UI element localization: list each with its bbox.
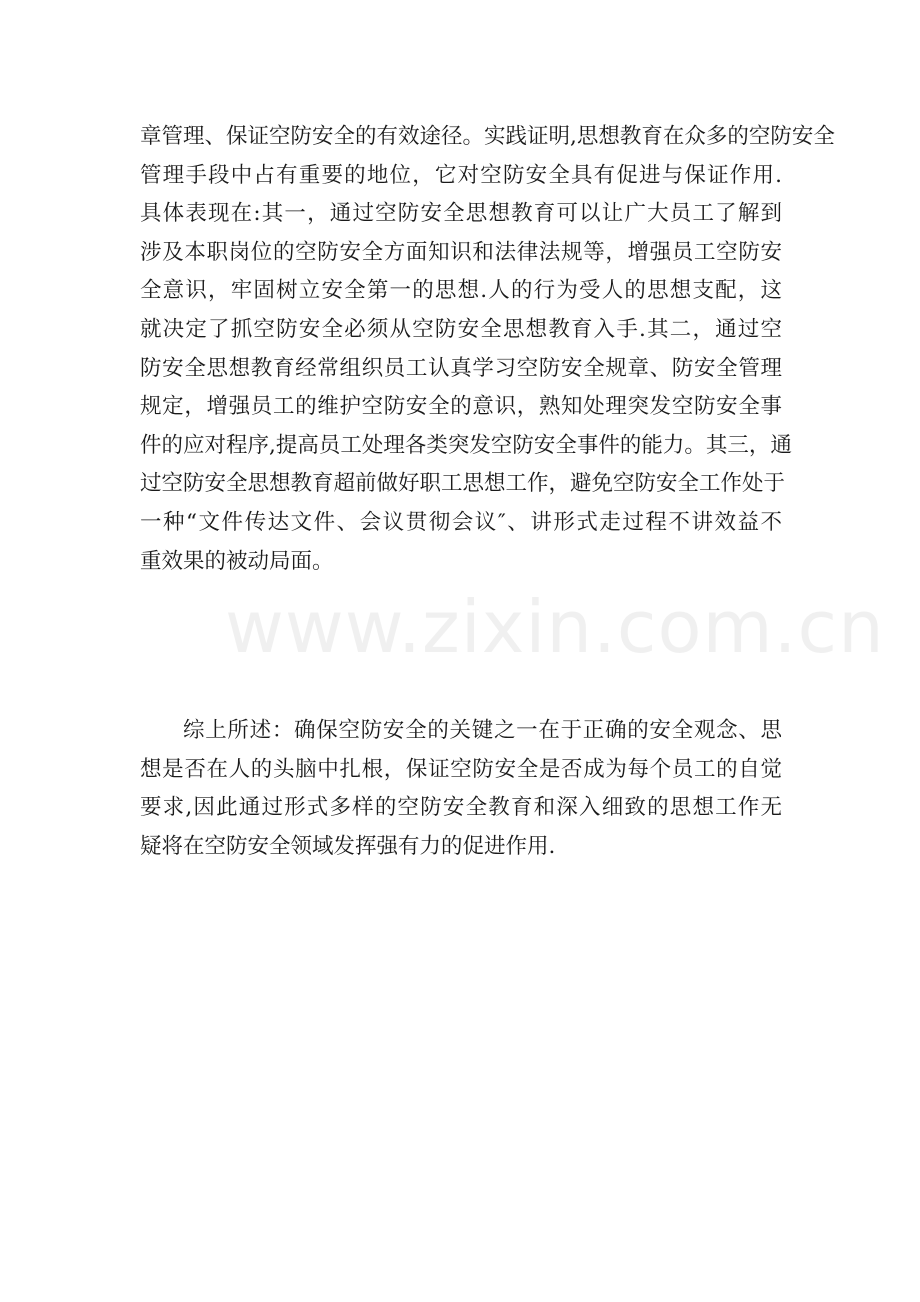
body-paragraph-1: [140, 118, 835, 581]
paragraph-line: 规定，增强员工的维护空防安全的意识，熟知处理突发空防安全事: [140, 394, 782, 420]
paragraph-line: 重效果的被动局面。: [140, 548, 334, 574]
paragraph-line: 一种“文件传达文件、会议贯彻会议″、讲形式走过程不讲效益不: [140, 509, 782, 535]
paragraph-line: 具体表现在:其一，通过空防安全思想教育可以让广大员工了解到: [140, 201, 782, 227]
paragraph-line: 疑将在空防安全领域发挥强有力的促进作用.: [140, 833, 556, 859]
paragraph-line: 过空防安全思想教育超前做好职工思想工作，避免空防安全工作处于: [140, 471, 786, 497]
paragraph-line: 要求,因此通过形式多样的空防安全教育和深入细致的思想工作无: [140, 795, 782, 821]
paragraph-line: 全意识，牢固树立安全第一的思想.人的行为受人的思想支配，这: [140, 278, 782, 304]
paragraph-line: 章管理、保证空防安全的有效途径。实践证明,思想教育在众多的空防安全: [140, 124, 835, 149]
watermark: www.zixin.com.cn: [225, 585, 885, 669]
paragraph-line: 就决定了抓空防安全必须从空防安全思想教育入手.其二，通过空: [140, 316, 782, 342]
paragraph-line: 涉及本职岗位的空防安全方面知识和法律法规等，增强员工空防安: [140, 239, 782, 265]
paragraph-line: 防安全思想教育经常组织员工认真学习空防安全规章、防安全管理: [140, 355, 782, 381]
body-paragraph-2: [140, 712, 782, 866]
paragraph-line: 想是否在人的头脑中扎根，保证空防安全是否成为每个员工的自觉: [140, 756, 782, 782]
paragraph-line: 件的应对程序,提高员工处理各类突发空防安全事件的能力。其三，通: [140, 432, 792, 458]
paragraph-line: 管理手段中占有重要的地位，它对空防安全具有促进与保证作用.: [140, 162, 782, 188]
paragraph-line: 综上所述：确保空防安全的关键之一在于正确的安全观念、思: [183, 718, 782, 743]
